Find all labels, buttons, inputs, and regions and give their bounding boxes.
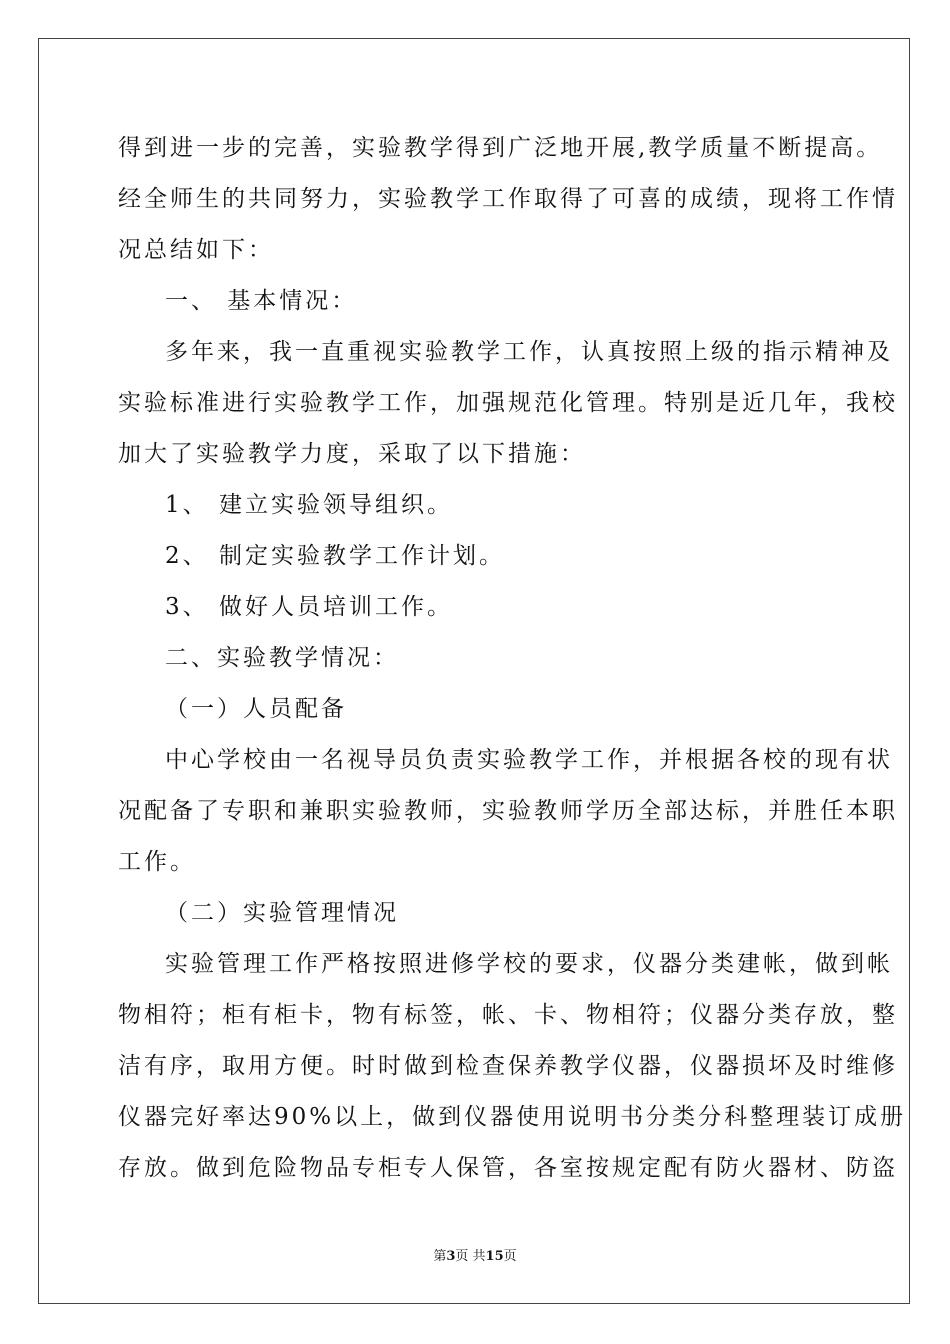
- list-item: 1、 建立实验领导组织。: [165, 492, 453, 518]
- text-line: 实验标准进行实验教学工作，加强规范化管理。特别是近几年，我校: [118, 390, 898, 416]
- list-item: 2、 制定实验教学工作计划。: [165, 543, 505, 569]
- text-line: 仪器完好率达90%以上，做到仪器使用说明书分类分科整理装订成册: [118, 1104, 907, 1130]
- list-item: 3、 做好人员培训工作。: [165, 594, 453, 620]
- footer-prefix: 第: [433, 1249, 447, 1264]
- footer-suffix: 页: [503, 1249, 517, 1264]
- text-line: 实验管理工作严格按照进修学校的要求，仪器分类建帐，做到帐: [165, 951, 893, 977]
- subsection-heading: （一）人员配备: [165, 696, 347, 722]
- total-page-number: 15: [485, 1249, 504, 1264]
- subsection-heading: （二）实验管理情况: [165, 900, 399, 926]
- text-line: 物相符；柜有柜卡，物有标签，帐、卡、物相符；仪器分类存放，整: [118, 1002, 898, 1028]
- text-line: 存放。做到危险物品专柜专人保管，各室按规定配有防火器材、防盗: [118, 1155, 898, 1181]
- text-line: 加大了实验教学力度，采取了以下措施：: [118, 441, 586, 467]
- section-heading: 二、实验教学情况：: [165, 645, 399, 671]
- text-line: 多年来，我一直重视实验教学工作，认真按照上级的指示精神及: [165, 339, 893, 365]
- text-line: 经全师生的共同努力，实验教学工作取得了可喜的成绩，现将工作情: [118, 186, 898, 212]
- text-line: 工作。: [118, 849, 196, 875]
- page-footer: [0, 1248, 950, 1266]
- footer-middle: 页 共: [455, 1249, 486, 1264]
- current-page-number: 3: [446, 1249, 456, 1264]
- text-line: 中心学校由一名视导员负责实验教学工作，并根据各校的现有状: [165, 747, 893, 773]
- text-line: 况总结如下：: [118, 237, 274, 263]
- text-line: 况配备了专职和兼职实验教师，实验教师学历全部达标，并胜任本职: [118, 798, 898, 824]
- text-line: 洁有序，取用方便。时时做到检查保养教学仪器，仪器损坏及时维修: [118, 1053, 898, 1079]
- text-line: 得到进一步的完善，实验教学得到广泛地开展,教学质量不断提高。: [118, 135, 883, 161]
- section-heading: 一、 基本情况：: [165, 288, 358, 314]
